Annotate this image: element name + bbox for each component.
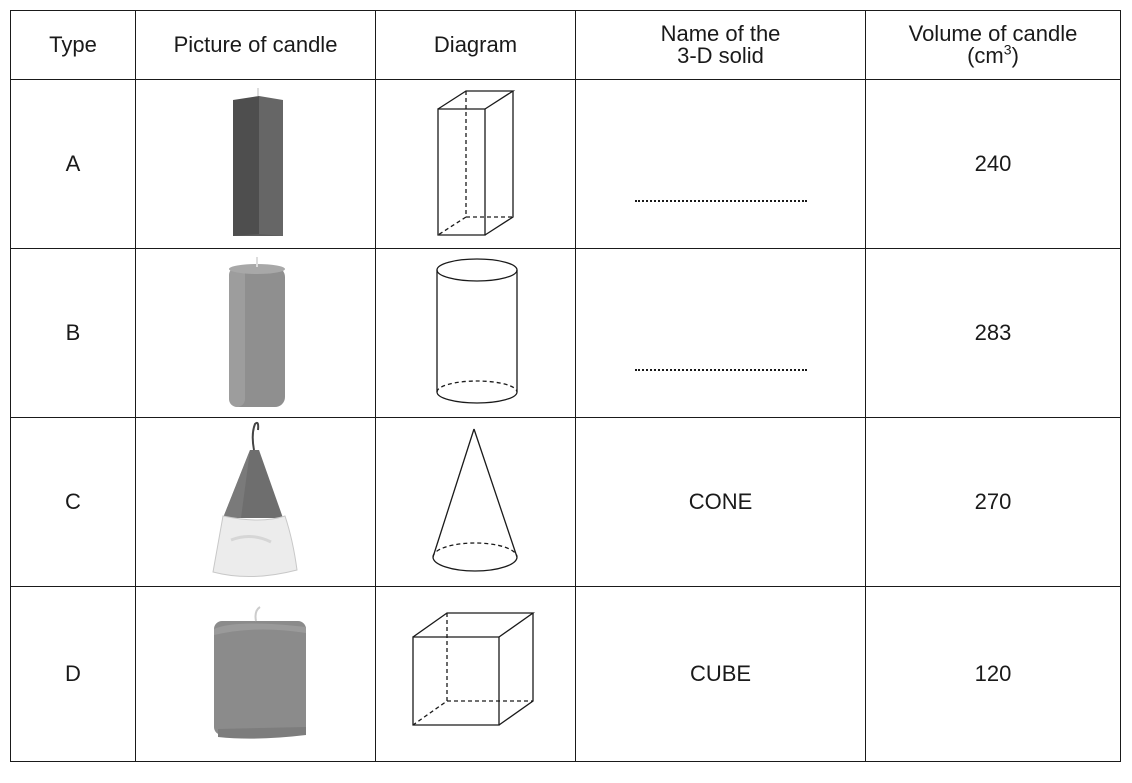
table-row-a [11,80,1121,249]
header-volume [866,11,1121,80]
rectangular-prism-candle-icon [201,84,311,244]
candle-table [10,10,1121,762]
header-name-line1: Name of the [660,21,781,46]
diagram-cell [376,249,576,418]
volume-cell: 120 [866,587,1121,762]
type-cell: D [11,587,136,762]
volume-cell: 283 [866,249,1121,418]
table-row-b [11,249,1121,418]
diagram-cell [376,418,576,587]
cuboid-diagram-icon [421,89,531,239]
unit-prefix: (cm [967,43,1004,68]
diagram-cell [376,587,576,762]
diagram-cell [376,80,576,249]
cylinder-diagram-icon [421,258,531,408]
cylinder-candle-icon [201,253,311,413]
unit-superscript: 3 [1003,41,1012,58]
picture-cell [136,80,376,249]
table-header-row [11,11,1121,80]
answer-blank [635,369,807,371]
volume-cell: 240 [866,80,1121,249]
name-cell: CUBE [576,587,866,762]
table-row-c [11,418,1121,587]
type-cell: B [11,249,136,418]
name-cell [576,249,866,418]
name-cell: CONE [576,418,866,587]
header-name [576,11,866,80]
answer-blank [635,200,807,202]
name-cell [576,80,866,249]
cube-candle-icon [196,599,316,749]
cube-diagram-icon [401,609,551,739]
picture-cell [136,249,376,418]
header-volume-line1: Volume of candle [908,21,1078,46]
type-cell: A [11,80,136,249]
cone-candle-icon [201,420,311,584]
table-row-d [11,587,1121,762]
header-type: Type [11,11,136,80]
type-cell: C [11,418,136,587]
header-diagram: Diagram [376,11,576,80]
picture-cell [136,587,376,762]
header-picture: Picture of candle [136,11,376,80]
cone-diagram-icon [411,427,541,577]
unit-suffix: ) [1011,43,1019,68]
volume-cell: 270 [866,418,1121,587]
header-volume-unit [866,41,1120,68]
header-name-line2: 3-D solid [677,43,764,68]
picture-cell [136,418,376,587]
